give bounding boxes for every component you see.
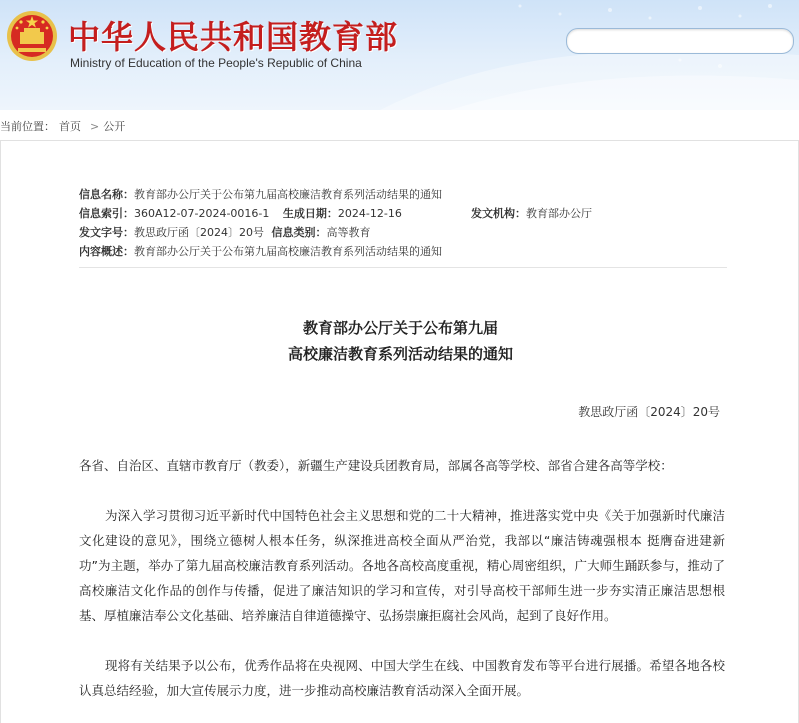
meta-category-value: 高等教育 bbox=[326, 226, 371, 239]
meta-row-summary bbox=[79, 242, 452, 261]
site-title[interactable]: 中华人民共和国教育部 bbox=[68, 18, 399, 56]
meta-name-value: 教育部办公厅关于公布第九届高校廉洁教育系列活动结果的通知 bbox=[134, 188, 442, 201]
search-input[interactable] bbox=[566, 28, 794, 54]
breadcrumb-separator: > bbox=[90, 120, 100, 133]
meta-summary-label: 内容概述： bbox=[79, 245, 134, 258]
document-salutation: 各省、自治区、直辖市教育厅（教委），新疆生产建设兵团教育局，部属各高等学校、部省合建各高等学校： bbox=[79, 458, 673, 473]
meta-docno-value: 教思政厅函〔2024〕20号 bbox=[134, 226, 264, 239]
national-emblem-icon[interactable] bbox=[6, 10, 58, 62]
site-header bbox=[0, 0, 799, 110]
breadcrumb-public[interactable]: 公开 bbox=[103, 120, 126, 133]
meta-summary-value: 教育部办公厅关于公布第九届高校廉洁教育系列活动结果的通知 bbox=[134, 245, 442, 258]
meta-category-label: 信息类别： bbox=[271, 226, 327, 239]
document-title-line2: 高校廉洁教育系列活动结果的通知 bbox=[287, 345, 513, 363]
document-paragraph-2: 现将有关结果予以公布，优秀作品将在央视网、中国大学生在线、中国教育发布等平台进行展播。希望各地各校认真总结经验，加大宣传展示力度，进一步推动高校廉洁教育活动深入全面开展。 bbox=[79, 658, 725, 698]
meta-index-label: 信息索引： bbox=[79, 207, 134, 220]
meta-date-label: 生成日期： bbox=[282, 207, 338, 220]
meta-issuer-value: 教育部办公厅 bbox=[526, 207, 592, 220]
content-panel bbox=[0, 140, 799, 723]
meta-date-value: 2024-12-16 bbox=[337, 207, 402, 220]
document-title-line1: 教育部办公厅关于公布第九届 bbox=[302, 319, 498, 337]
meta-index-value: 360A12-07-2024-0016-1 bbox=[134, 207, 270, 220]
document-number: 教思政厅函〔2024〕20号 bbox=[578, 405, 720, 419]
meta-issuer bbox=[471, 204, 602, 223]
site-subtitle: Ministry of Education of the People's Republic of China bbox=[70, 56, 362, 70]
meta-issuer-label: 发文机构： bbox=[471, 207, 526, 220]
breadcrumb bbox=[0, 118, 129, 134]
meta-row-name bbox=[79, 185, 452, 204]
meta-row-index bbox=[79, 204, 592, 223]
breadcrumb-prefix: 当前位置： bbox=[0, 120, 55, 133]
meta-row-docno bbox=[79, 223, 452, 242]
breadcrumb-home[interactable]: 首页 bbox=[59, 120, 81, 133]
meta-docno-label: 发文字号： bbox=[79, 226, 134, 239]
metadata-divider bbox=[79, 267, 727, 268]
document-metadata bbox=[79, 185, 592, 261]
meta-name-label: 信息名称： bbox=[79, 188, 134, 201]
document-paragraph-1: 为深入学习贯彻习近平新时代中国特色社会主义思想和党的二十大精神，推进落实党中央《关于加强新时代廉洁文化建设的意见》，围绕立德树人根本任务，纵深推进高校全面从严治党，我部以“廉洁铸魂强根本 挺膺奋进建新功”为主题，举办了第九届高校廉洁教育系列活动。各地各高校高度重视，精心周密组织，广大师生踊跃参与，推动了高校廉洁文化作品的创作与传播，促进了廉洁知识的学习和宣传，对引导高校干部师生进一步夯实清正廉洁思想根基、厚植廉洁奉公文化基础、培养廉洁自律道德操守、弘扬崇廉拒腐社会风尚，起到了良好作用。 bbox=[79, 508, 725, 623]
